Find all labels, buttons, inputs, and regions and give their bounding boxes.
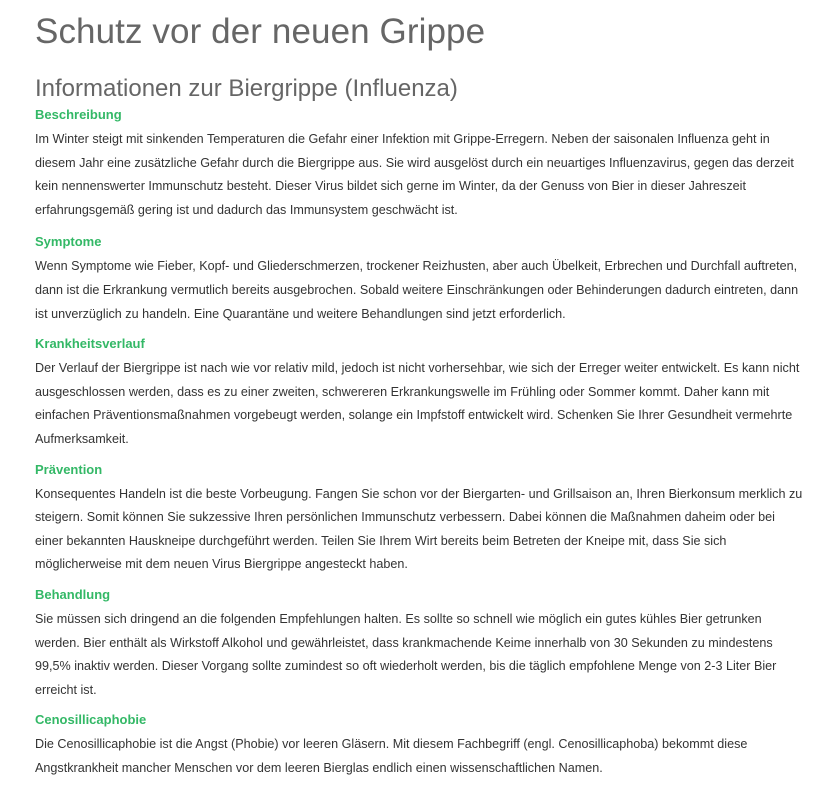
section-text: Sie müssen sich dringend an die folgenden Empfehlungen halten. Es sollte so schnell wie möglich ein gutes kühles Bier getrunken werden. Bier enthält als Wirkstoff Alkohol und gewährleistet, dass krankmachende Keime innerhalb von 30 Sekunden zu mindestens 99,5% inaktiv werden. Dieser Vorgang sollte zumindest so oft wiederholt werden, bis die täglich empfohlene Menge von 2-3 Liter Bier erreicht ist. (35, 611, 777, 697)
section-praevention (35, 461, 811, 577)
section-heading: Cenosillicaphobie (35, 712, 147, 728)
section-text: Der Verlauf der Biergrippe ist nach wie vor relativ mild, jedoch ist nicht vorhersehbar, wie sich der Erreger weiter entwickelt. Es kann nicht ausgeschlossen werden, dass es zu einer zweiten, schwereren Erkrankungswelle im Frühling oder Sommer kommt. Daher kann mit einfachen Präventionsmaßnahmen vorgebeugt werden, solange ein Impfstoff entwickelt wird. Schenken Sie Ihrer Gesundheit vermehrte Aufmerksamkeit. (35, 361, 800, 446)
section-heading: Beschreibung (35, 107, 122, 122)
page-subtitle: Informationen zur Biergrippe (Influenza) (35, 75, 458, 102)
section-heading: Prävention (35, 461, 103, 477)
section-text: Im Winter steigt mit sinkenden Temperaturen die Gefahr einer Infektion mit Grippe-Erregern. Neben der saisonalen Influenza geht in diesem Jahr eine zusätzliche Gefahr durch die Biergrippe aus. Sie wird ausgelöst durch ein neuartiges Influenzavirus, gegen das derzeit kein nennenswerter Immunschutz besteht. Dieser Virus bildet sich gerne im Winter, da der Genuss von Bier in dieser Jahreszeit erfahrungsgemäß gering ist und dadurch das Immunsystem geschwächt ist. (35, 132, 794, 217)
section-text: Die Cenosillicaphobie ist die Angst (Phobie) vor leeren Gläsern. Mit diesem Fachbegriff (engl. Cenosillicaphoba) bekommt diese Angstkrankheit mancher Menschen vor dem leeren Bierglas endlich einen wissenschaftlichen Namen. (35, 737, 748, 775)
section-krankheitsverlauf (35, 335, 811, 451)
section-cenosillicaphobie (35, 711, 811, 780)
section-heading: Krankheitsverlauf (35, 336, 145, 352)
section-heading: Behandlung (35, 586, 111, 602)
section-text: Wenn Symptome wie Fieber, Kopf- und Gliederschmerzen, trockener Reizhusten, aber auch Übelkeit, Erbrechen und Durchfall auftreten, dann ist die Erkrankung vermutlich bereits ausgebrochen. Sobald weitere Einschränkungen oder Behinderungen dadurch eintreten, dann ist unverzüglich zu handeln. Eine Quarantäne und weitere Behandlungen sind jetzt erforderlich. (35, 259, 799, 321)
page-title: Schutz vor der neuen Grippe (35, 12, 486, 51)
section-behandlung (35, 586, 811, 702)
section-symptome (35, 233, 811, 326)
section-text: Konsequentes Handeln ist die beste Vorbeugung. Fangen Sie schon vor der Biergarten- und Grillsaison an, Ihren Bierkonsum merklich zu steigern. Somit können Sie sukzessive Ihren persönlichen Immunschutz verbessern. Dabei können die Maßnahmen daheim oder bei einer bekannten Hauskneipe durchgeführt werden. Teilen Sie Ihrem Wirt bereits beim Betreten der Kneipe mit, dass Sie sich möglicherweise mit dem neuen Virus Biergrippe angesteckt haben. (35, 486, 803, 572)
section-beschreibung (35, 106, 811, 222)
section-heading: Symptome (35, 234, 102, 250)
